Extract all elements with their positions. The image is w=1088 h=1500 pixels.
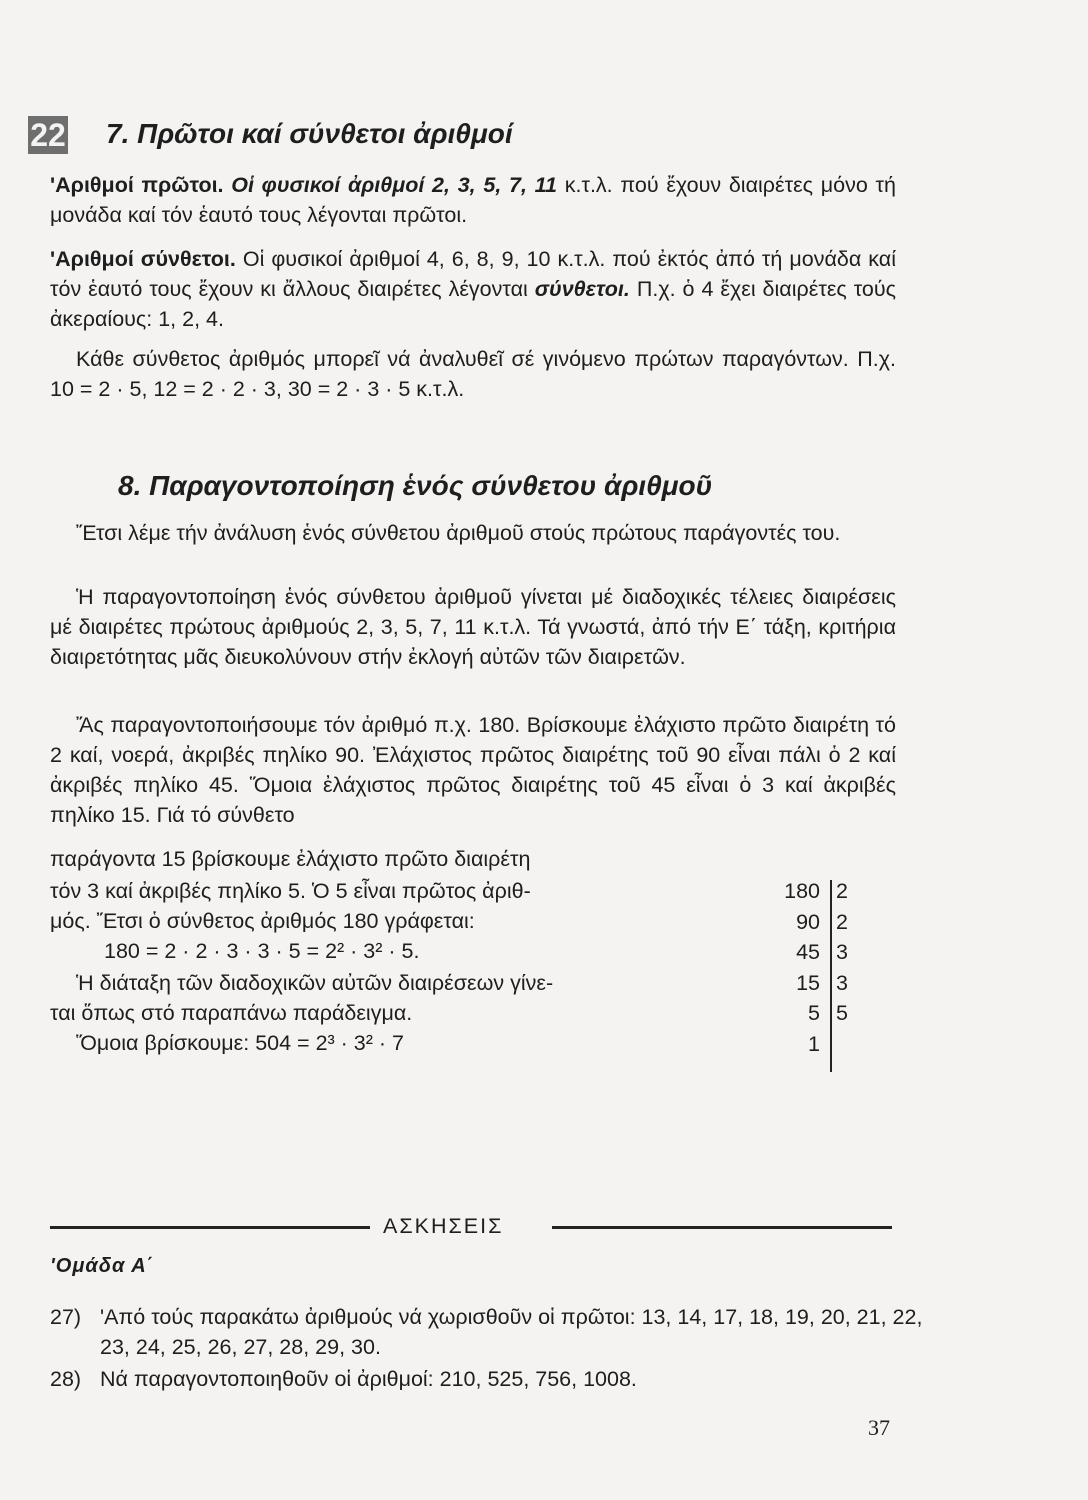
example-line-3: μός. Ἔτσι ὁ σύνθετος ἀριθμός 180 γράφεται: bbox=[50, 909, 475, 933]
exercises-rule-left bbox=[50, 1226, 370, 1229]
composite-product-paragraph: Κάθε σύνθετος ἀριθμός μπορεῖ νά ἀναλυθεῖ σέ γινόμενο πρώτων παραγόντων. Π.χ. 10 = 2 · 5, 12 = 2 · 2 · 3, 30 = 2 · 3 · 5 κ.τ.λ. bbox=[50, 347, 896, 401]
table-divider bbox=[830, 880, 832, 1072]
table-row: 180 2 bbox=[784, 879, 848, 903]
table-row: 90 2 bbox=[796, 909, 848, 934]
table-row: 5 5 bbox=[808, 1001, 848, 1025]
exercise-28: 28) Νά παραγοντοποιηθοῦν οἱ ἀριθμοί: 210, 525, 756, 1008. bbox=[50, 1367, 637, 1391]
example-line-5: Ἡ διάταξη τῶν διαδοχικῶν αὐτῶν διαιρέσεων γίνε- bbox=[76, 971, 554, 995]
example-line-1: παράγοντα 15 βρίσκουμε ἐλάχιστο πρῶτο διαιρέτη bbox=[50, 847, 531, 871]
composites-definition: 'Αριθμοί σύνθετοι. Οἱ φυσικοί ἀριθμοί 4, 6, 8, 9, 10 κ.τ.λ. πού ἐκτός ἀπό τή μονάδα καί τόν ἑαυτό τους ἔχουν κι ἄλλους διαιρέτες λέγονται σύνθετοι. Π.χ. ὁ 4 ἔχει διαιρέτες τούς ἀκεραίους: 1, 2, 4. bbox=[50, 247, 896, 331]
primes-definition: 'Αριθμοί πρῶτοι. Οἱ φυσικοί ἀριθμοί 2, 3, 5, 7, 11 κ.τ.λ. πού ἔχουν διαιρέτες μόνο τή μονάδα καί τόν ἑαυτό τους λέγονται πρῶτοι. bbox=[50, 173, 896, 227]
section-8-title: 8. Παραγοντοποίηση ἑνός σύνθετου ἀριθμοῦ bbox=[118, 470, 713, 501]
factorization-example: Ἄς παραγοντοποιήσουμε τόν ἀριθμό π.χ. 180. Βρίσκουμε ἐλάχιστο πρῶτο διαιρέτη τό 2 καί, νοερά, ἀκριβές πηλίκο 90. Ἐλάχιστος πρῶτος διαιρέτης τοῦ 90 εἶναι πάλι ὁ 2 καί ἀκριβές πηλίκο 45. Ὅμοια ἐλάχιστος πρῶτος διαιρέτης τοῦ 45 εἶναι ὁ 3 καί ἀκριβές πηλίκο 15. Γιά τό σύνθετο bbox=[50, 713, 896, 827]
table-row: 45 3 bbox=[796, 940, 848, 964]
section-7-title: 7. Πρῶτοι καί σύνθετοι ἀριθμοί bbox=[106, 118, 513, 149]
example-line-6: ται ὅπως στό παραπάνω παράδειγμα. bbox=[50, 1001, 413, 1025]
example-equation-180: 180 = 2 · 2 · 3 · 3 · 5 = 2² · 3² · 5. bbox=[104, 939, 420, 963]
factorization-method: Ἡ παραγοντοποίηση ἑνός σύνθετου ἀριθμοῦ γίνεται μέ διαδοχικές τέλειες διαιρέσεις μέ διαιρέτες πρώτους ἀριθμούς 2, 3, 5, 7, 11 κ.τ.λ. Τά γνωστά, ἀπό τήν Ε΄ τάξη, κριτήρια διαιρετότητας μᾶς διευκολύνουν στήν ἐκλογή αὐτῶν τῶν διαιρετῶν. bbox=[50, 585, 896, 669]
table-row: 1 bbox=[808, 1031, 820, 1056]
page-number: 37 bbox=[868, 1415, 890, 1440]
exercises-rule-right bbox=[552, 1226, 892, 1229]
exercise-27: 27) 'Από τούς παρακάτω ἀριθμούς νά χωρισθοῦν οἱ πρῶτοι: 13, 14, 17, 18, 19, 20, 21, 22, 23, 24, 25, 26, 27, 28, 29, 30. bbox=[50, 1305, 923, 1359]
factorization-definition: Ἔτσι λέμε τήν ἀνάλυση ἑνός σύνθετου ἀριθμοῦ στούς πρώτους παράγοντές του. bbox=[76, 521, 841, 545]
section-tag: 22 bbox=[28, 116, 68, 154]
exercise-group-label: 'Ομάδα Α΄ bbox=[50, 1255, 155, 1277]
example-line-2: τόν 3 καί ἀκριβές πηλίκο 5. Ὁ 5 εἶναι πρῶτος ἀριθ- bbox=[50, 879, 531, 903]
factorization-table bbox=[770, 876, 866, 1059]
table-row: 15 3 bbox=[796, 970, 848, 995]
exercises-heading: ΑΣΚΗΣΕΙΣ bbox=[383, 1214, 504, 1238]
example-equation-504: Ὅμοια βρίσκουμε: 504 = 2³ · 3² · 7 bbox=[76, 1031, 404, 1055]
